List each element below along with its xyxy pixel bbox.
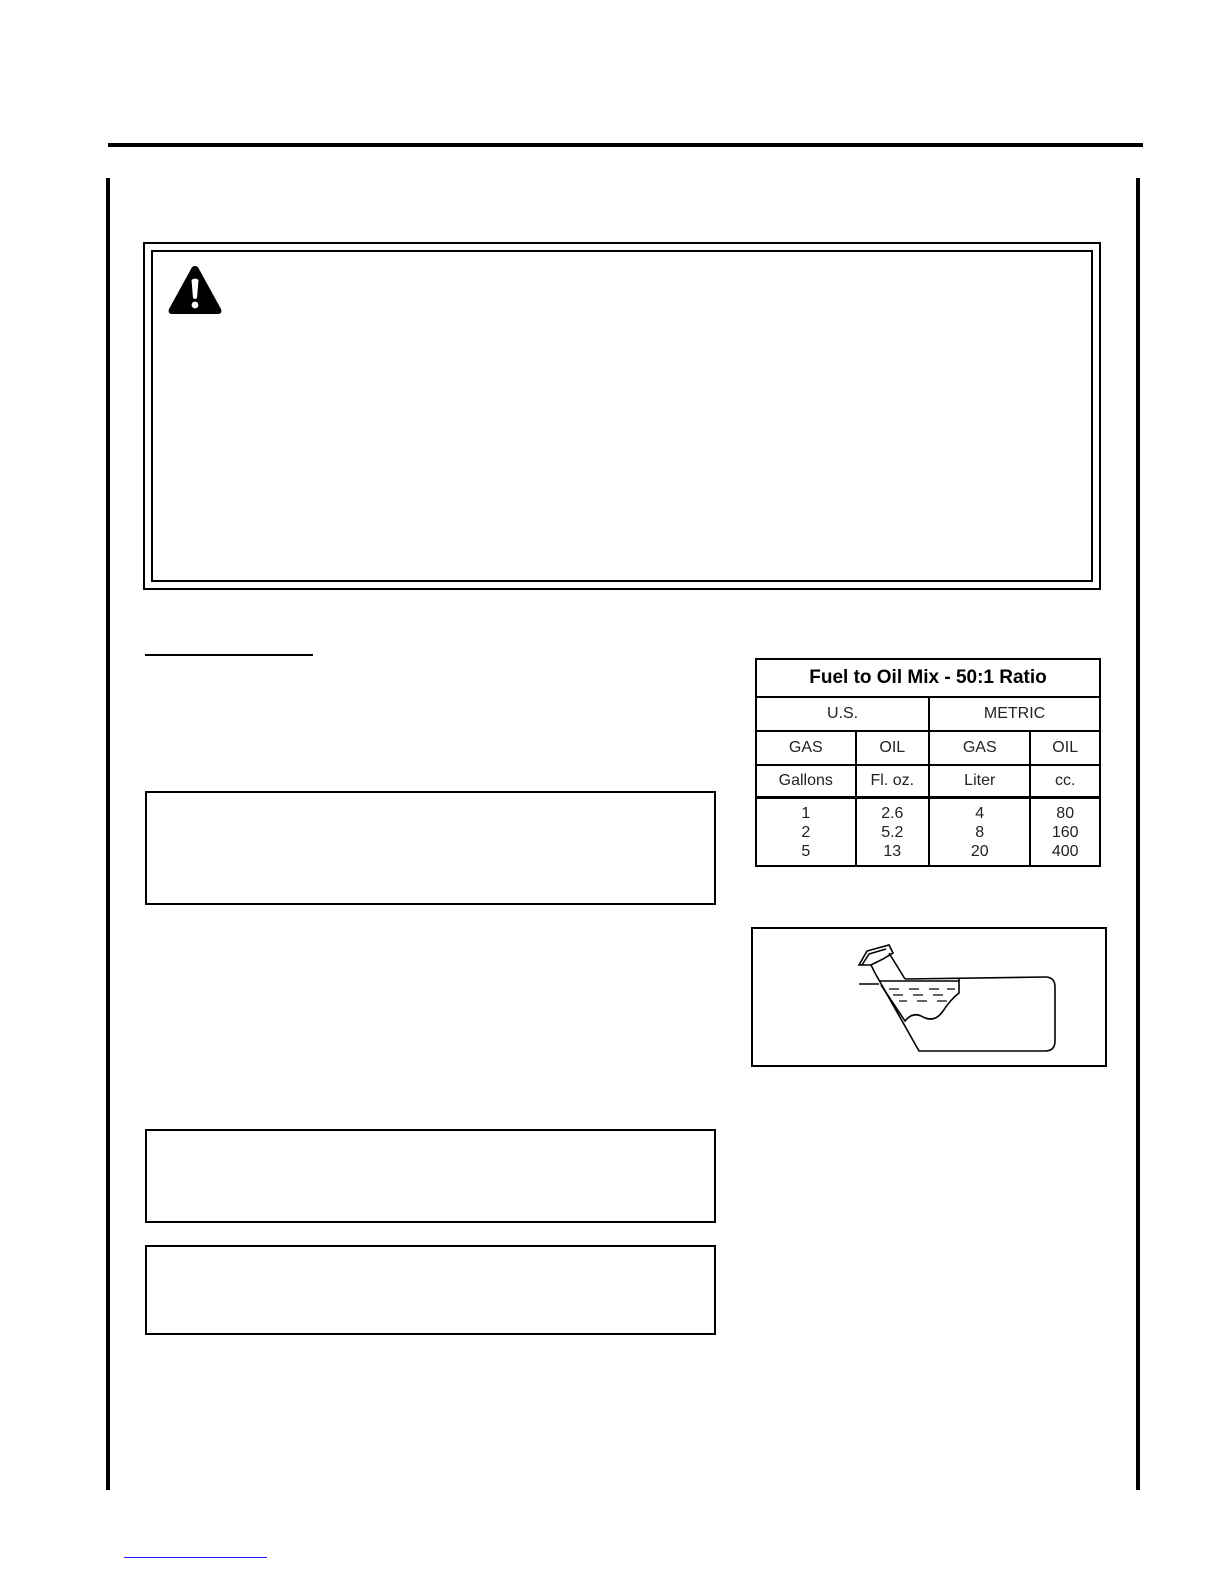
warning-box: [143, 242, 1101, 590]
data-column-metric-oil: [1030, 798, 1100, 867]
data-value: 5: [801, 842, 811, 860]
note-box-3: [145, 1245, 716, 1335]
group-metric: METRIC: [929, 697, 1100, 731]
data-value: 5.2: [881, 823, 904, 841]
data-value: 1: [801, 804, 811, 822]
column-header: OIL: [856, 731, 930, 765]
fuel-tank-illustration-box: [751, 927, 1107, 1067]
data-value: 8: [975, 823, 985, 841]
data-value: 13: [883, 842, 902, 860]
note-box-2: [145, 1129, 716, 1223]
data-value: 160: [1051, 823, 1079, 841]
data-value: 4: [975, 804, 985, 822]
unit-cell: Gallons: [756, 765, 856, 798]
warning-triangle-icon: [167, 264, 223, 316]
fuel-tank-diagram: [753, 929, 1105, 1065]
data-column-us-gas: [756, 798, 856, 867]
fuel-mix-table: [755, 658, 1101, 867]
data-value: 2: [801, 823, 811, 841]
data-value: 80: [1056, 804, 1075, 822]
unit-cell: cc.: [1030, 765, 1100, 798]
unit-cell: Liter: [929, 765, 1030, 798]
unit-cell: Fl. oz.: [856, 765, 930, 798]
header-rule: [108, 143, 1143, 147]
data-value: 20: [970, 842, 989, 860]
data-column-us-oil: [856, 798, 930, 867]
column-header: GAS: [929, 731, 1030, 765]
note-box-1: [145, 791, 716, 905]
group-us: U.S.: [756, 697, 929, 731]
column-header: OIL: [1030, 731, 1100, 765]
left-margin-rule: [106, 178, 110, 1490]
right-margin-rule: [1136, 178, 1140, 1490]
column-header: GAS: [756, 731, 856, 765]
section-heading-underline: [145, 654, 313, 656]
data-column-metric-gas: [929, 798, 1030, 867]
warning-box-inner: [151, 250, 1093, 582]
data-value: 400: [1051, 842, 1079, 860]
data-value: 2.6: [881, 804, 904, 822]
table-title: Fuel to Oil Mix - 50:1 Ratio: [756, 659, 1100, 697]
footer-link-underline[interactable]: [124, 1557, 267, 1558]
